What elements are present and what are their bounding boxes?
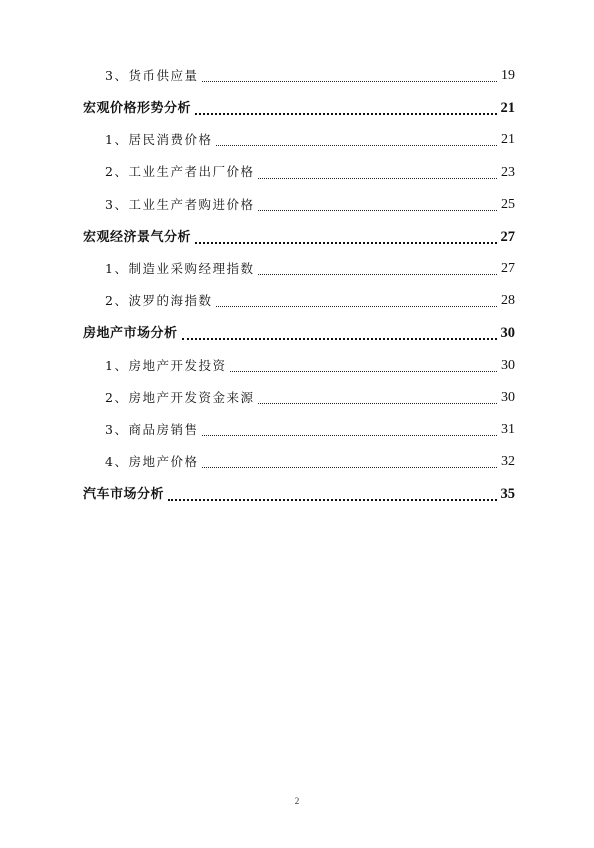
toc-entry-page: 27 <box>500 228 515 245</box>
toc-entry-title: 1、制造业采购经理指数 <box>105 260 255 276</box>
toc-entry-real-estate-investment[interactable] <box>83 350 515 382</box>
toc-entry-title: 1、居民消费价格 <box>105 132 213 148</box>
toc-entry-page: 30 <box>501 389 515 405</box>
page-number: 2 <box>294 796 300 806</box>
toc-entry-page: 28 <box>501 293 515 309</box>
toc-entry-title: 4、房地产价格 <box>105 454 199 470</box>
toc-entry-cpi[interactable] <box>83 124 515 156</box>
toc-entry-title: 宏观经济景气分析 <box>83 229 192 245</box>
toc-entry-page: 21 <box>500 100 515 117</box>
toc-dot-leader <box>258 402 497 404</box>
toc-dot-leader <box>230 370 497 372</box>
toc-dot-leader <box>202 80 497 82</box>
toc-entry-page: 27 <box>501 261 515 277</box>
toc-entry-title: 宏观价格形势分析 <box>83 100 192 116</box>
toc-dot-leader <box>216 305 497 307</box>
toc-dot-leader <box>195 241 497 244</box>
toc-entry-title: 1、房地产开发投资 <box>105 357 227 373</box>
toc-entry-price-analysis[interactable] <box>83 92 515 124</box>
toc-entry-page: 25 <box>501 196 515 212</box>
toc-entry-real-estate-analysis[interactable] <box>83 318 515 350</box>
toc-dot-leader <box>168 498 497 501</box>
toc-dot-leader <box>202 434 497 436</box>
toc-entry-title: 3、工业生产者购进价格 <box>105 196 255 212</box>
toc-entry-page: 19 <box>501 68 515 84</box>
toc-entry-title: 2、波罗的海指数 <box>105 293 213 309</box>
toc-entry-baltic-index[interactable] <box>83 285 515 317</box>
toc-entry-page: 23 <box>501 164 515 180</box>
toc-entry-page: 32 <box>501 454 515 470</box>
toc-entry-prosperity-analysis[interactable] <box>83 221 515 253</box>
toc-entry-ppi[interactable] <box>83 157 515 189</box>
toc-entry-page: 35 <box>500 486 515 503</box>
toc-entry-title: 汽车市场分析 <box>83 487 165 503</box>
toc-entry-real-estate-funding[interactable] <box>83 382 515 414</box>
toc-entry-housing-sales[interactable] <box>83 414 515 446</box>
toc-entry-title: 2、工业生产者出厂价格 <box>105 164 255 180</box>
toc-entry-page: 21 <box>501 132 515 148</box>
toc-entry-real-estate-prices[interactable] <box>83 446 515 478</box>
toc-entry-money-supply[interactable] <box>83 60 515 92</box>
toc-dot-leader <box>195 112 497 115</box>
toc-entry-page: 30 <box>500 325 515 342</box>
toc-entry-auto-market-analysis[interactable] <box>83 478 515 510</box>
toc-dot-leader <box>202 466 497 468</box>
toc-entry-page: 31 <box>501 422 515 438</box>
toc-entry-title: 房地产市场分析 <box>83 326 178 342</box>
toc-dot-leader <box>216 144 497 146</box>
toc-dot-leader <box>182 337 497 340</box>
toc-dot-leader <box>258 273 497 275</box>
toc-entry-title: 3、商品房销售 <box>105 421 199 437</box>
toc-entry-title: 3、货币供应量 <box>105 67 199 83</box>
toc-entry-page: 30 <box>501 357 515 373</box>
toc-dot-leader <box>258 209 497 211</box>
toc-entry-title: 2、房地产开发资金来源 <box>105 389 255 405</box>
toc-dot-leader <box>258 177 497 179</box>
table-of-contents <box>83 60 515 511</box>
toc-entry-ppirm[interactable] <box>83 189 515 221</box>
toc-entry-pmi[interactable] <box>83 253 515 285</box>
